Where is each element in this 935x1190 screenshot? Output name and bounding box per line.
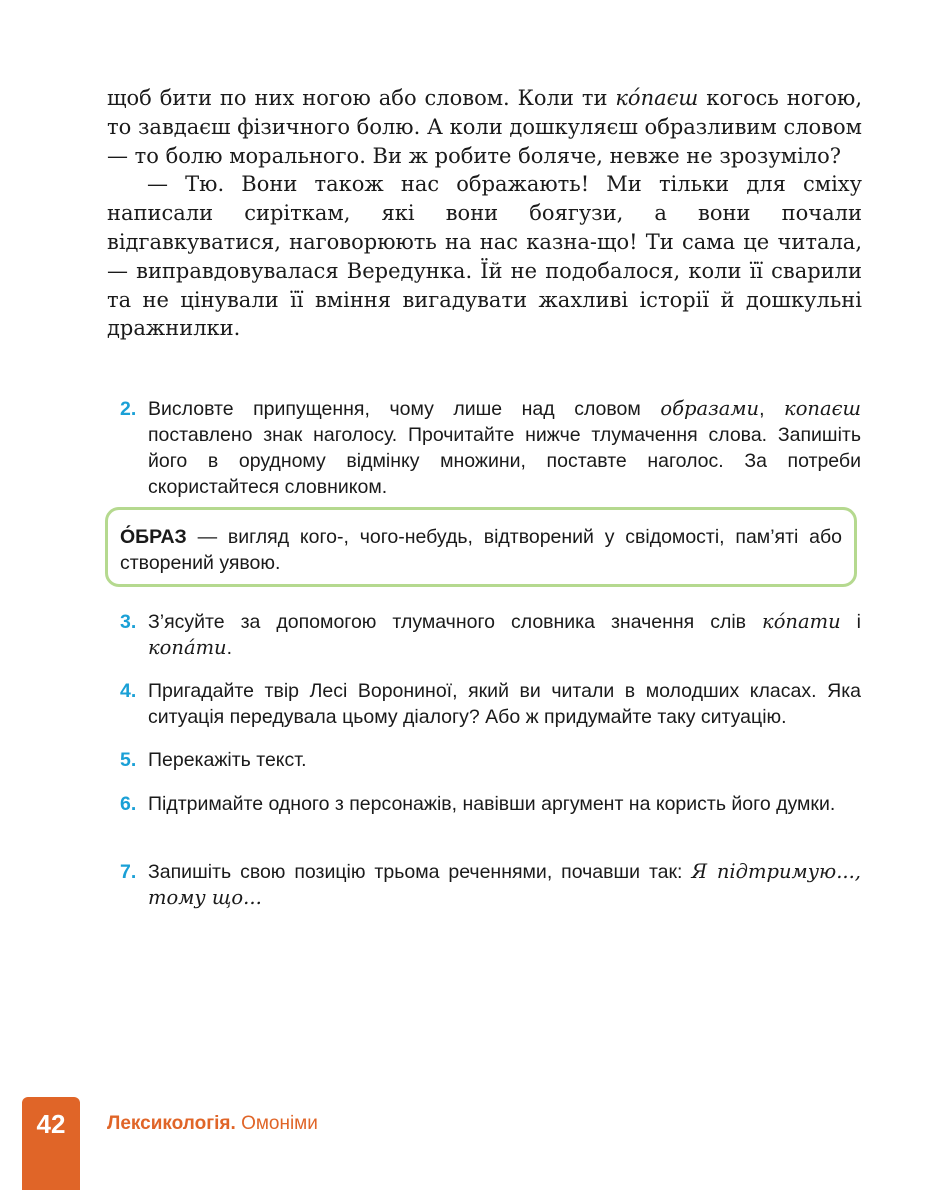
page-number: 42 (36, 1109, 66, 1139)
task-text: Пригадайте твір Лесі Ворониної, який ви читали в молодших класах. Яка ситуація передувала цьому діалогу? Або ж придумайте таку ситуацію. (148, 680, 861, 728)
task-number: 4. (120, 680, 137, 702)
page-number-tab (22, 1097, 80, 1190)
task-6 (120, 791, 861, 817)
footer-section: Лексикологія. (107, 1113, 236, 1134)
task-text: Запишіть свою позицію трьома реченнями, почавши так: Я підтримую..., тому що... (148, 860, 861, 909)
task-5 (120, 747, 861, 773)
definition-term: О́БРАЗ (120, 526, 187, 548)
task-7 (120, 859, 861, 911)
task-text: Висловте припущення, чому лише над словом образами, копаєш поставлено знак наголосу. Прочитайте нижче тлумачення слова. Запишіть його в орудному відмінку множини, поставте наголос. За потреби скористайтеся словником. (148, 397, 862, 498)
story-paragraph-1: щоб бити по них ногою або словом. Коли ти ко́паєш когось ногою, то завдаєш фізичного болю. А коли дошкуляєш образливим словом — то болю морального. Ви ж робите боляче, невже не зрозуміло? (107, 86, 863, 168)
task-number: 7. (120, 861, 137, 883)
task-text: Підтримайте одного з персонажів, навівши аргумент на користь його думки. (148, 793, 836, 815)
task-4 (120, 678, 861, 730)
story-text (107, 84, 862, 343)
story-paragraph-2: — Тю. Вони також нас ображають! Ми тільки для сміху написали сиріткам, які вони боягузи, а вони почали відгавкуватися, наговорюють на нас казна-що! Ти сама це читала, — виправдовувалася Вередунка. Їй не подобалося, коли її сварили та не цінували її вміння вигадувати жахливі історії й дошкульні дражнилки. (107, 172, 862, 341)
task-text: З’ясуйте за допомогою тлумачного словника значення слів ко́пати і копа́ти. (148, 610, 862, 659)
task-number: 6. (120, 793, 137, 815)
task-text: Перекажіть текст. (148, 749, 307, 771)
task-number: 2. (120, 398, 137, 420)
task-number: 3. (120, 611, 137, 633)
emphasized-word: ко́паєш (615, 86, 699, 110)
task-2 (120, 396, 861, 500)
task-number: 5. (120, 749, 137, 771)
definition-text: О́БРАЗ — вигляд кого-, чого-небудь, відтворений у свідомості, пам’яті або створений уявою. (120, 526, 842, 574)
task-3 (120, 609, 861, 661)
definition-box (105, 507, 857, 587)
footer-topic: Омоніми (241, 1113, 318, 1134)
running-footer (107, 1113, 318, 1135)
